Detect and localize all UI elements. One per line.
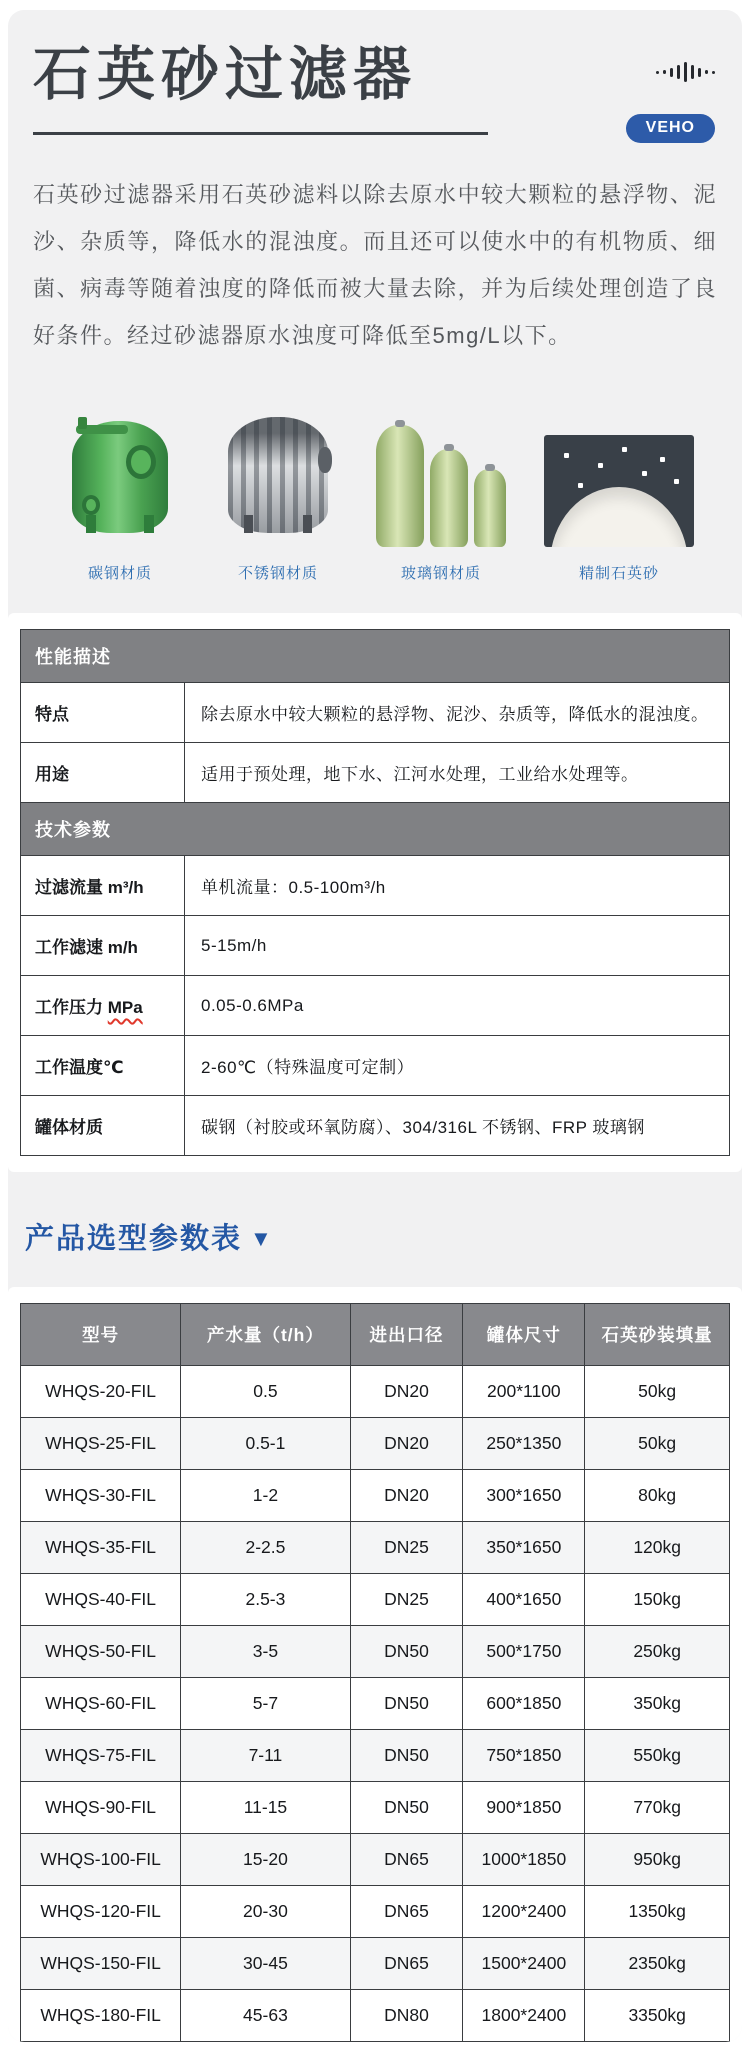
selection-header-row	[21, 1304, 730, 1366]
model-cell: WHQS-25-FIL	[21, 1418, 181, 1470]
audio-wave-icon	[656, 62, 715, 82]
model-cell: WHQS-90-FIL	[21, 1782, 181, 1834]
spec-value-cell: 2-60℃（特殊温度可定制）	[185, 1036, 730, 1096]
flow-cell: 0.5	[181, 1366, 350, 1418]
size-cell: 1000*1850	[463, 1834, 585, 1886]
size-cell: 500*1750	[463, 1626, 585, 1678]
product-carbon-steel	[60, 407, 180, 583]
selection-title-text: 产品选型参数表	[25, 1223, 243, 1255]
flow-cell: 30-45	[181, 1938, 350, 1990]
table-row	[21, 1730, 730, 1782]
model-cell: WHQS-150-FIL	[21, 1938, 181, 1990]
flow-cell: 3-5	[181, 1626, 350, 1678]
model-cell: WHQS-40-FIL	[21, 1574, 181, 1626]
column-header: 型号	[21, 1304, 181, 1366]
product-label: 碳钢材质	[87, 565, 152, 582]
product-frp	[376, 407, 506, 583]
size-cell: 350*1650	[463, 1522, 585, 1574]
size-cell: 900*1850	[463, 1782, 585, 1834]
fill-cell: 50kg	[585, 1418, 730, 1470]
flow-cell: 15-20	[181, 1834, 350, 1886]
port-cell: DN20	[350, 1418, 463, 1470]
table-row	[21, 1470, 730, 1522]
table-row	[21, 1834, 730, 1886]
flow-cell: 45-63	[181, 1990, 350, 2042]
spec-row	[21, 743, 730, 803]
spec-label-cell: 特点	[21, 683, 185, 743]
carbon-steel-tank-image	[60, 407, 180, 547]
fill-cell: 2350kg	[585, 1938, 730, 1990]
size-cell: 200*1100	[463, 1366, 585, 1418]
flow-cell: 1-2	[181, 1470, 350, 1522]
fill-cell: 1350kg	[585, 1886, 730, 1938]
spec-label-cell: 工作温度℃	[21, 1036, 185, 1096]
spec-table	[20, 629, 730, 1156]
spec-value-cell: 5-15m/h	[185, 916, 730, 976]
column-header: 石英砂装填量	[585, 1304, 730, 1366]
port-cell: DN65	[350, 1834, 463, 1886]
spec-value-cell: 碳钢（衬胶或环氧防腐）、304/316L 不锈钢、FRP 玻璃钢	[185, 1096, 730, 1156]
size-cell: 750*1850	[463, 1730, 585, 1782]
fill-cell: 80kg	[585, 1470, 730, 1522]
brand-badge: VEHO	[626, 114, 715, 143]
model-cell: WHQS-60-FIL	[21, 1678, 181, 1730]
port-cell: DN20	[350, 1470, 463, 1522]
table-row	[21, 1626, 730, 1678]
spec-row	[21, 683, 730, 743]
size-cell: 1800*2400	[463, 1990, 585, 2042]
model-cell: WHQS-100-FIL	[21, 1834, 181, 1886]
table-row	[21, 1678, 730, 1730]
column-header: 罐体尺寸	[463, 1304, 585, 1366]
frp-tanks-image	[376, 407, 506, 547]
table-row	[21, 1938, 730, 1990]
port-cell: DN25	[350, 1574, 463, 1626]
fill-cell: 770kg	[585, 1782, 730, 1834]
intro-paragraph: 石英砂过滤器采用石英砂滤料以除去原水中较大颗粒的悬浮物、泥沙、杂质等，降低水的混浊度。而且还可以使水中的有机物质、细菌、病毒等随着浊度的降低而被大量去除，并为后续处理创造了良好条件。经过砂滤器原水浊度可降低至5mg/L以下。	[33, 182, 717, 348]
spec-label-cell: 工作压力 MPa	[21, 976, 185, 1036]
fill-cell: 350kg	[585, 1678, 730, 1730]
table-row	[21, 1574, 730, 1626]
spellcheck-squiggle: MPa	[107, 998, 143, 1017]
port-cell: DN20	[350, 1366, 463, 1418]
stainless-steel-tank-image	[218, 407, 338, 547]
column-header: 产水量（t/h）	[181, 1304, 350, 1366]
spec-section-header: 技术参数	[21, 803, 730, 856]
size-cell: 250*1350	[463, 1418, 585, 1470]
flow-cell: 7-11	[181, 1730, 350, 1782]
table-row	[21, 1990, 730, 2042]
fill-cell: 950kg	[585, 1834, 730, 1886]
spec-card	[8, 613, 742, 1172]
port-cell: DN50	[350, 1782, 463, 1834]
title-underline	[33, 132, 488, 135]
quartz-sand-image	[544, 407, 694, 547]
port-cell: DN50	[350, 1678, 463, 1730]
port-cell: DN65	[350, 1938, 463, 1990]
spec-label-cell: 过滤流量 m³/h	[21, 856, 185, 916]
port-cell: DN25	[350, 1522, 463, 1574]
product-quartz-sand	[544, 407, 694, 583]
model-cell: WHQS-20-FIL	[21, 1366, 181, 1418]
header	[25, 40, 725, 143]
spec-section-header: 性能描述	[21, 630, 730, 683]
product-label: 精制石英砂	[578, 565, 659, 582]
size-cell: 600*1850	[463, 1678, 585, 1730]
port-cell: DN50	[350, 1730, 463, 1782]
spec-value-cell: 0.05-0.6MPa	[185, 976, 730, 1036]
spec-value-cell: 适用于预处理，地下水、江河水处理，工业给水处理等。	[185, 743, 730, 803]
flow-cell: 5-7	[181, 1678, 350, 1730]
model-cell: WHQS-50-FIL	[21, 1626, 181, 1678]
product-gallery	[60, 407, 694, 583]
model-cell: WHQS-75-FIL	[21, 1730, 181, 1782]
model-cell: WHQS-180-FIL	[21, 1990, 181, 2042]
product-label: 不锈钢材质	[237, 565, 318, 582]
fill-cell: 120kg	[585, 1522, 730, 1574]
spec-value-cell: 除去原水中较大颗粒的悬浮物、泥沙、杂质等，降低水的混浊度。	[185, 683, 730, 743]
selection-table-title	[25, 1216, 725, 1257]
model-cell: WHQS-120-FIL	[21, 1886, 181, 1938]
spec-row	[21, 1036, 730, 1096]
spec-row	[21, 916, 730, 976]
spec-label-cell: 工作滤速 m/h	[21, 916, 185, 976]
selection-table	[20, 1303, 730, 2042]
port-cell: DN80	[350, 1990, 463, 2042]
fill-cell: 150kg	[585, 1574, 730, 1626]
fill-cell: 3350kg	[585, 1990, 730, 2042]
size-cell: 400*1650	[463, 1574, 585, 1626]
port-cell: DN50	[350, 1626, 463, 1678]
page-title: 石英砂过滤器	[33, 42, 418, 107]
product-label: 玻璃钢材质	[400, 565, 481, 582]
spec-row	[21, 1096, 730, 1156]
spec-value-cell: 单机流量：0.5-100m³/h	[185, 856, 730, 916]
content-panel	[8, 10, 742, 2042]
flow-cell: 20-30	[181, 1886, 350, 1938]
triangle-down-icon: ▼	[250, 1226, 274, 1251]
selection-card	[8, 1287, 742, 2042]
table-row	[21, 1366, 730, 1418]
flow-cell: 0.5-1	[181, 1418, 350, 1470]
fill-cell: 550kg	[585, 1730, 730, 1782]
fill-cell: 50kg	[585, 1366, 730, 1418]
column-header: 进出口径	[350, 1304, 463, 1366]
spec-label-cell: 罐体材质	[21, 1096, 185, 1156]
table-row	[21, 1782, 730, 1834]
table-row	[21, 1418, 730, 1470]
flow-cell: 2.5-3	[181, 1574, 350, 1626]
size-cell: 1200*2400	[463, 1886, 585, 1938]
spec-row	[21, 856, 730, 916]
spec-row	[21, 976, 730, 1036]
size-cell: 300*1650	[463, 1470, 585, 1522]
model-cell: WHQS-35-FIL	[21, 1522, 181, 1574]
flow-cell: 2-2.5	[181, 1522, 350, 1574]
size-cell: 1500*2400	[463, 1938, 585, 1990]
table-row	[21, 1522, 730, 1574]
flow-cell: 11-15	[181, 1782, 350, 1834]
port-cell: DN65	[350, 1886, 463, 1938]
spec-label-cell: 用途	[21, 743, 185, 803]
fill-cell: 250kg	[585, 1626, 730, 1678]
model-cell: WHQS-30-FIL	[21, 1470, 181, 1522]
product-stainless-steel	[218, 407, 338, 583]
table-row	[21, 1886, 730, 1938]
